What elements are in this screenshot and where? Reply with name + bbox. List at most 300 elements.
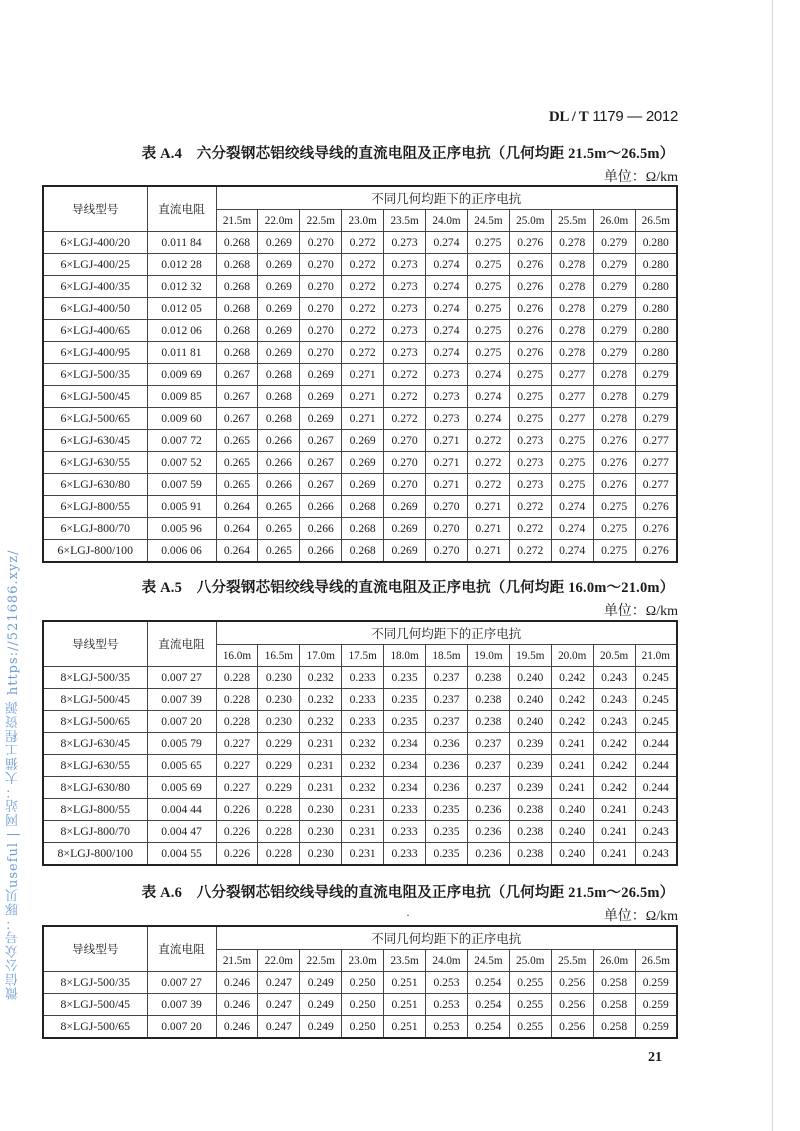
cell-reactance: 0.272 [342, 276, 384, 298]
table-row [43, 755, 677, 777]
cell-reactance: 0.276 [509, 298, 551, 320]
table-row [43, 474, 677, 496]
table-row [43, 364, 677, 386]
cell-reactance: 0.230 [258, 667, 300, 689]
cell-model: 8×LGJ-500/35 [43, 667, 147, 689]
cell-dc-resistance: 0.007 52 [147, 452, 216, 474]
cell-reactance: 0.278 [551, 254, 593, 276]
cell-reactance: 0.268 [216, 232, 258, 254]
cell-dc-resistance: 0.007 39 [147, 994, 216, 1016]
cell-reactance: 0.274 [426, 276, 468, 298]
table-row [43, 843, 677, 866]
cell-reactance: 0.273 [426, 408, 468, 430]
cell-model: 6×LGJ-500/35 [43, 364, 147, 386]
cell-reactance: 0.241 [551, 777, 593, 799]
cell-reactance: 0.239 [509, 755, 551, 777]
cell-reactance: 0.244 [635, 777, 677, 799]
cell-reactance: 0.256 [551, 994, 593, 1016]
cell-reactance: 0.279 [593, 320, 635, 342]
col-header-distance: 25.0m [509, 950, 551, 972]
cell-model: 6×LGJ-800/70 [43, 518, 147, 540]
cell-reactance: 0.231 [300, 777, 342, 799]
page-edge-line [772, 0, 773, 1131]
cell-reactance: 0.254 [467, 1016, 509, 1039]
cell-model: 6×LGJ-800/100 [43, 540, 147, 563]
cell-reactance: 0.242 [551, 711, 593, 733]
cell-reactance: 0.236 [467, 821, 509, 843]
cell-reactance: 0.233 [384, 799, 426, 821]
cell-reactance: 0.277 [635, 452, 677, 474]
cell-reactance: 0.279 [635, 386, 677, 408]
cell-reactance: 0.278 [551, 320, 593, 342]
cell-model: 6×LGJ-400/50 [43, 298, 147, 320]
cell-reactance: 0.243 [635, 799, 677, 821]
cell-reactance: 0.277 [551, 364, 593, 386]
table-row [43, 711, 677, 733]
cell-dc-resistance: 0.005 69 [147, 777, 216, 799]
col-header-reactance-group: 不同几何均距下的正序电抗 [216, 621, 677, 645]
col-header-dc-resistance: 直流电阻 [147, 926, 216, 972]
cell-reactance: 0.232 [342, 755, 384, 777]
cell-dc-resistance: 0.005 91 [147, 496, 216, 518]
cell-reactance: 0.275 [551, 452, 593, 474]
cell-reactance: 0.272 [342, 342, 384, 364]
col-header-distance: 21.0m [635, 645, 677, 667]
cell-reactance: 0.267 [216, 408, 258, 430]
cell-reactance: 0.243 [593, 689, 635, 711]
table-row [43, 972, 677, 994]
cell-reactance: 0.274 [551, 540, 593, 563]
cell-reactance: 0.229 [258, 755, 300, 777]
table-a5-caption: 表 A.5 八分裂钢芯铝绞线导线的直流电阻及正序电抗（几何均距 16.0m～21.0m） [141, 580, 675, 596]
cell-reactance: 0.268 [342, 496, 384, 518]
cell-reactance: 0.238 [467, 689, 509, 711]
cell-reactance: 0.231 [342, 799, 384, 821]
cell-reactance: 0.269 [384, 518, 426, 540]
cell-reactance: 0.259 [635, 972, 677, 994]
cell-reactance: 0.233 [342, 689, 384, 711]
cell-reactance: 0.241 [551, 733, 593, 755]
cell-model: 6×LGJ-400/95 [43, 342, 147, 364]
col-header-distance: 24.5m [467, 210, 509, 232]
cell-reactance: 0.228 [258, 821, 300, 843]
cell-reactance: 0.269 [300, 386, 342, 408]
cell-reactance: 0.273 [509, 452, 551, 474]
cell-reactance: 0.280 [635, 342, 677, 364]
cell-reactance: 0.274 [467, 408, 509, 430]
cell-reactance: 0.276 [635, 496, 677, 518]
cell-reactance: 0.272 [342, 298, 384, 320]
cell-reactance: 0.275 [551, 474, 593, 496]
cell-reactance: 0.265 [216, 430, 258, 452]
cell-reactance: 0.270 [426, 496, 468, 518]
cell-reactance: 0.273 [426, 364, 468, 386]
table-a5 [42, 620, 678, 866]
cell-dc-resistance: 0.007 20 [147, 1016, 216, 1039]
cell-reactance: 0.276 [593, 452, 635, 474]
cell-reactance: 0.232 [342, 733, 384, 755]
col-header-distance: 22.5m [300, 950, 342, 972]
cell-reactance: 0.279 [593, 254, 635, 276]
cell-reactance: 0.270 [384, 430, 426, 452]
cell-reactance: 0.234 [384, 755, 426, 777]
cell-model: 8×LGJ-500/45 [43, 689, 147, 711]
cell-reactance: 0.278 [551, 298, 593, 320]
cell-reactance: 0.269 [342, 430, 384, 452]
cell-reactance: 0.272 [342, 254, 384, 276]
cell-dc-resistance: 0.005 79 [147, 733, 216, 755]
cell-reactance: 0.277 [551, 386, 593, 408]
cell-reactance: 0.276 [635, 540, 677, 563]
cell-reactance: 0.237 [426, 711, 468, 733]
table-row [43, 452, 677, 474]
cell-reactance: 0.237 [467, 755, 509, 777]
cell-reactance: 0.243 [593, 711, 635, 733]
cell-reactance: 0.273 [509, 474, 551, 496]
cell-model: 8×LGJ-630/55 [43, 755, 147, 777]
table-row [43, 320, 677, 342]
document-code: DL / T 1179 — 2012 [548, 108, 678, 125]
cell-model: 6×LGJ-500/45 [43, 386, 147, 408]
cell-reactance: 0.271 [342, 408, 384, 430]
cell-reactance: 0.272 [342, 232, 384, 254]
cell-reactance: 0.269 [342, 452, 384, 474]
cell-reactance: 0.228 [258, 843, 300, 866]
cell-reactance: 0.268 [258, 386, 300, 408]
col-header-distance: 18.5m [426, 645, 468, 667]
cell-reactance: 0.246 [216, 994, 258, 1016]
cell-reactance: 0.270 [426, 518, 468, 540]
cell-reactance: 0.274 [426, 232, 468, 254]
cell-reactance: 0.235 [426, 799, 468, 821]
cell-reactance: 0.270 [384, 474, 426, 496]
cell-reactance: 0.267 [300, 430, 342, 452]
cell-reactance: 0.245 [635, 689, 677, 711]
cell-reactance: 0.278 [551, 342, 593, 364]
cell-reactance: 0.240 [551, 821, 593, 843]
cell-reactance: 0.273 [384, 342, 426, 364]
col-header-model: 导线型号 [43, 186, 147, 232]
cell-dc-resistance: 0.004 44 [147, 799, 216, 821]
cell-model: 6×LGJ-800/55 [43, 496, 147, 518]
cell-reactance: 0.238 [467, 711, 509, 733]
cell-reactance: 0.236 [426, 755, 468, 777]
cell-dc-resistance: 0.007 39 [147, 689, 216, 711]
cell-reactance: 0.276 [509, 232, 551, 254]
cell-reactance: 0.277 [635, 430, 677, 452]
cell-reactance: 0.270 [300, 342, 342, 364]
cell-reactance: 0.266 [300, 518, 342, 540]
cell-reactance: 0.244 [635, 733, 677, 755]
cell-reactance: 0.230 [300, 821, 342, 843]
cell-reactance: 0.236 [426, 733, 468, 755]
cell-reactance: 0.279 [593, 232, 635, 254]
cell-reactance: 0.280 [635, 320, 677, 342]
cell-reactance: 0.245 [635, 711, 677, 733]
cell-reactance: 0.278 [593, 386, 635, 408]
cell-reactance: 0.268 [216, 298, 258, 320]
cell-reactance: 0.280 [635, 276, 677, 298]
cell-reactance: 0.226 [216, 843, 258, 866]
table-row [43, 232, 677, 254]
header-row [43, 621, 677, 645]
header-row [43, 926, 677, 950]
col-header-distance: 25.5m [551, 950, 593, 972]
cell-reactance: 0.272 [467, 452, 509, 474]
table-a4-body [43, 186, 677, 562]
cell-reactance: 0.255 [509, 972, 551, 994]
cell-reactance: 0.276 [509, 320, 551, 342]
table-a4-unit: 单位：Ω/km [603, 170, 678, 185]
cell-reactance: 0.258 [593, 994, 635, 1016]
cell-reactance: 0.231 [300, 733, 342, 755]
cell-reactance: 0.273 [384, 254, 426, 276]
cell-reactance: 0.226 [216, 821, 258, 843]
cell-reactance: 0.235 [384, 711, 426, 733]
cell-reactance: 0.226 [216, 799, 258, 821]
cell-reactance: 0.271 [467, 496, 509, 518]
cell-reactance: 0.234 [384, 733, 426, 755]
table-row [43, 518, 677, 540]
cell-reactance: 0.273 [384, 232, 426, 254]
cell-reactance: 0.272 [342, 320, 384, 342]
cell-reactance: 0.227 [216, 733, 258, 755]
cell-reactance: 0.279 [593, 342, 635, 364]
col-header-distance: 26.0m [593, 950, 635, 972]
table-a6 [42, 925, 678, 1039]
cell-reactance: 0.227 [216, 755, 258, 777]
cell-reactance: 0.279 [593, 276, 635, 298]
cell-reactance: 0.268 [342, 518, 384, 540]
cell-reactance: 0.279 [635, 364, 677, 386]
cell-reactance: 0.280 [635, 232, 677, 254]
cell-reactance: 0.276 [509, 276, 551, 298]
cell-reactance: 0.258 [593, 1016, 635, 1039]
table-row [43, 667, 677, 689]
cell-reactance: 0.270 [300, 254, 342, 276]
cell-reactance: 0.243 [593, 667, 635, 689]
cell-reactance: 0.274 [467, 386, 509, 408]
cell-reactance: 0.239 [509, 733, 551, 755]
cell-reactance: 0.270 [300, 276, 342, 298]
cell-reactance: 0.267 [216, 386, 258, 408]
col-header-dc-resistance: 直流电阻 [147, 186, 216, 232]
cell-reactance: 0.232 [342, 777, 384, 799]
col-header-distance: 23.5m [384, 950, 426, 972]
col-header-distance: 20.5m [593, 645, 635, 667]
cell-reactance: 0.264 [216, 540, 258, 563]
cell-reactance: 0.237 [467, 733, 509, 755]
cell-reactance: 0.274 [426, 298, 468, 320]
col-header-distance: 22.0m [258, 210, 300, 232]
cell-reactance: 0.279 [635, 408, 677, 430]
cell-dc-resistance: 0.011 81 [147, 342, 216, 364]
col-header-reactance-group: 不同几何均距下的正序电抗 [216, 926, 677, 950]
cell-reactance: 0.275 [551, 430, 593, 452]
cell-reactance: 0.246 [216, 1016, 258, 1039]
cell-reactance: 0.233 [384, 843, 426, 866]
cell-reactance: 0.270 [300, 298, 342, 320]
cell-reactance: 0.229 [258, 733, 300, 755]
col-header-distance: 23.0m [342, 210, 384, 232]
table-a4 [42, 185, 678, 563]
cell-reactance: 0.236 [467, 843, 509, 866]
cell-reactance: 0.272 [467, 474, 509, 496]
cell-reactance: 0.273 [384, 298, 426, 320]
col-header-distance: 16.5m [258, 645, 300, 667]
cell-model: 8×LGJ-500/35 [43, 972, 147, 994]
col-header-distance: 20.0m [551, 645, 593, 667]
cell-reactance: 0.237 [426, 689, 468, 711]
table-a5-body [43, 621, 677, 865]
cell-reactance: 0.273 [426, 386, 468, 408]
cell-reactance: 0.275 [593, 540, 635, 563]
table-a5-unit: 单位：Ω/km [603, 604, 678, 619]
cell-dc-resistance: 0.007 59 [147, 474, 216, 496]
cell-reactance: 0.231 [342, 821, 384, 843]
cell-reactance: 0.271 [467, 540, 509, 563]
cell-reactance: 0.244 [635, 755, 677, 777]
table-row [43, 777, 677, 799]
cell-reactance: 0.227 [216, 777, 258, 799]
cell-reactance: 0.238 [509, 799, 551, 821]
cell-reactance: 0.228 [216, 711, 258, 733]
cell-dc-resistance: 0.007 27 [147, 667, 216, 689]
stray-mark: · [406, 908, 410, 922]
cell-dc-resistance: 0.007 20 [147, 711, 216, 733]
cell-reactance: 0.250 [342, 1016, 384, 1039]
col-header-distance: 19.0m [467, 645, 509, 667]
cell-reactance: 0.236 [426, 777, 468, 799]
cell-reactance: 0.274 [426, 320, 468, 342]
cell-reactance: 0.279 [593, 298, 635, 320]
cell-reactance: 0.275 [509, 386, 551, 408]
cell-reactance: 0.247 [258, 994, 300, 1016]
cell-reactance: 0.230 [258, 711, 300, 733]
col-header-distance: 26.5m [635, 950, 677, 972]
cell-reactance: 0.241 [551, 755, 593, 777]
cell-reactance: 0.273 [509, 430, 551, 452]
cell-reactance: 0.276 [509, 342, 551, 364]
cell-reactance: 0.236 [467, 799, 509, 821]
cell-reactance: 0.268 [216, 254, 258, 276]
cell-reactance: 0.266 [300, 540, 342, 563]
cell-reactance: 0.274 [467, 364, 509, 386]
cell-model: 8×LGJ-630/80 [43, 777, 147, 799]
cell-reactance: 0.242 [593, 733, 635, 755]
cell-reactance: 0.274 [426, 342, 468, 364]
table-row [43, 994, 677, 1016]
cell-reactance: 0.271 [426, 474, 468, 496]
cell-reactance: 0.240 [509, 711, 551, 733]
cell-reactance: 0.238 [509, 821, 551, 843]
table-row [43, 799, 677, 821]
cell-model: 6×LGJ-630/45 [43, 430, 147, 452]
cell-model: 6×LGJ-630/55 [43, 452, 147, 474]
cell-reactance: 0.251 [384, 994, 426, 1016]
cell-reactance: 0.275 [593, 496, 635, 518]
col-header-distance: 21.5m [216, 210, 258, 232]
cell-reactance: 0.233 [342, 667, 384, 689]
cell-dc-resistance: 0.009 85 [147, 386, 216, 408]
cell-reactance: 0.235 [426, 843, 468, 866]
cell-reactance: 0.265 [258, 540, 300, 563]
header-row [43, 186, 677, 210]
col-header-model: 导线型号 [43, 621, 147, 667]
cell-reactance: 0.234 [384, 777, 426, 799]
cell-reactance: 0.269 [258, 276, 300, 298]
cell-reactance: 0.253 [426, 972, 468, 994]
cell-dc-resistance: 0.004 47 [147, 821, 216, 843]
table-a6-body [43, 926, 677, 1038]
cell-reactance: 0.247 [258, 972, 300, 994]
cell-dc-resistance: 0.012 32 [147, 276, 216, 298]
cell-reactance: 0.278 [593, 364, 635, 386]
cell-reactance: 0.270 [300, 232, 342, 254]
cell-reactance: 0.254 [467, 994, 509, 1016]
cell-reactance: 0.230 [258, 689, 300, 711]
cell-model: 6×LGJ-500/65 [43, 408, 147, 430]
cell-reactance: 0.272 [384, 408, 426, 430]
cell-reactance: 0.249 [300, 1016, 342, 1039]
cell-reactance: 0.274 [551, 518, 593, 540]
cell-reactance: 0.241 [593, 843, 635, 866]
col-header-distance: 23.0m [342, 950, 384, 972]
cell-reactance: 0.276 [593, 474, 635, 496]
cell-reactance: 0.269 [300, 364, 342, 386]
cell-reactance: 0.259 [635, 994, 677, 1016]
cell-reactance: 0.278 [593, 408, 635, 430]
cell-reactance: 0.272 [384, 364, 426, 386]
cell-reactance: 0.269 [258, 232, 300, 254]
col-header-distance: 17.0m [300, 645, 342, 667]
col-header-distance: 23.5m [384, 210, 426, 232]
cell-reactance: 0.251 [384, 1016, 426, 1039]
cell-reactance: 0.256 [551, 1016, 593, 1039]
cell-reactance: 0.275 [509, 408, 551, 430]
cell-reactance: 0.264 [216, 518, 258, 540]
cell-reactance: 0.237 [426, 667, 468, 689]
cell-model: 8×LGJ-630/45 [43, 733, 147, 755]
table-row [43, 276, 677, 298]
cell-dc-resistance: 0.007 72 [147, 430, 216, 452]
cell-reactance: 0.240 [509, 689, 551, 711]
cell-reactance: 0.267 [300, 474, 342, 496]
cell-reactance: 0.239 [509, 777, 551, 799]
cell-reactance: 0.240 [551, 799, 593, 821]
cell-reactance: 0.243 [635, 843, 677, 866]
col-header-distance: 22.5m [300, 210, 342, 232]
cell-reactance: 0.230 [300, 799, 342, 821]
cell-reactance: 0.272 [509, 540, 551, 563]
cell-reactance: 0.275 [467, 320, 509, 342]
cell-dc-resistance: 0.009 69 [147, 364, 216, 386]
table-row [43, 733, 677, 755]
cell-model: 6×LGJ-400/25 [43, 254, 147, 276]
cell-dc-resistance: 0.005 96 [147, 518, 216, 540]
cell-reactance: 0.238 [467, 667, 509, 689]
cell-reactance: 0.242 [593, 755, 635, 777]
cell-dc-resistance: 0.011 84 [147, 232, 216, 254]
cell-reactance: 0.240 [551, 843, 593, 866]
table-row [43, 689, 677, 711]
col-header-distance: 24.5m [467, 950, 509, 972]
cell-reactance: 0.266 [258, 452, 300, 474]
cell-reactance: 0.228 [216, 667, 258, 689]
col-header-distance: 25.5m [551, 210, 593, 232]
table-row [43, 496, 677, 518]
cell-reactance: 0.276 [509, 254, 551, 276]
